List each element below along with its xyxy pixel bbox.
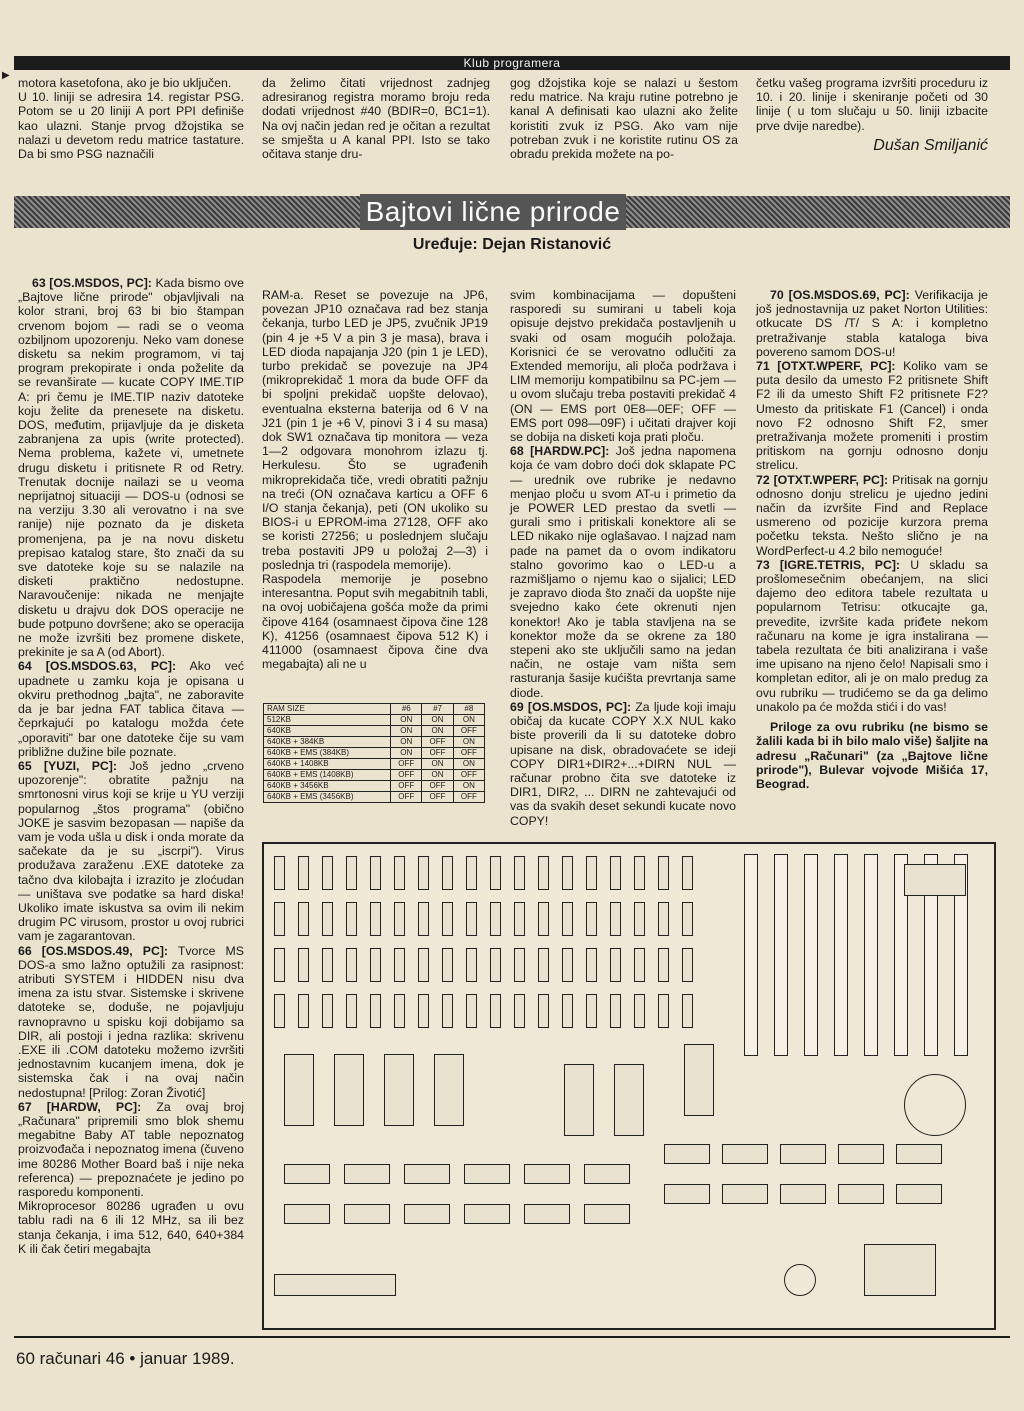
footer-rule	[14, 1336, 1010, 1338]
expansion-slot	[744, 854, 758, 1056]
logic-chip	[838, 1144, 884, 1164]
ram-table-cell: 640KB	[264, 726, 391, 737]
article-item-text: Tvorce MS DOS-a smo lažno optužili za rasipnost: atributi SYSTEM i HIDDEN nisu dva imena za istu stvar. Sistemske i skrivene datoteke se, doduše, ne pojavljuju ravnopravno u spisku koji dobijamo sa DIR, ali postoji i jedna razlika: skrivenu .EXE ili .COM datoteku možemo izvršiti jednostavnim kucanjem imena, dok je sistemska čak i na ovaj način nedostupna! [Prilog: Zoran Životić]	[18, 943, 244, 1100]
ram-table-cell: OFF	[391, 770, 422, 781]
ram-table-cell: ON	[453, 737, 484, 748]
article-item	[756, 558, 988, 714]
article-item	[262, 572, 488, 671]
memory-chip	[682, 948, 693, 982]
memory-chip	[418, 856, 429, 890]
memory-chip	[658, 994, 669, 1028]
memory-chip	[610, 994, 621, 1028]
memory-chip	[442, 948, 453, 982]
memory-chip	[346, 994, 357, 1028]
large-ic-chip	[434, 1054, 464, 1126]
top-column-4	[756, 76, 988, 153]
logic-chip	[584, 1164, 630, 1184]
memory-chip	[658, 948, 669, 982]
processor-socket	[864, 1244, 936, 1296]
ram-table-cell: OFF	[453, 770, 484, 781]
ram-table-cell: OFF	[391, 759, 422, 770]
article-item-heading: 73 [IGRE.TETRIS, PC]:	[756, 557, 901, 572]
memory-chip	[586, 856, 597, 890]
memory-chip	[370, 994, 381, 1028]
article-item-text: Verifikacija je još jednostavnija uz paket Norton Utilities: otkucate DS /T/ S A: i kompletno pretraživanje stabla kataloga biva povereno samom DOS-u!	[756, 288, 989, 359]
ram-table-header-cell: #7	[422, 704, 453, 715]
memory-chip	[658, 902, 669, 936]
memory-chip	[418, 902, 429, 936]
article-item	[756, 288, 988, 359]
ram-table-cell: OFF	[453, 748, 484, 759]
ram-table-cell: ON	[422, 726, 453, 737]
ram-table-row	[264, 792, 485, 803]
memory-chip	[634, 994, 645, 1028]
ram-table-cell: 640KB + 384KB	[264, 737, 391, 748]
memory-chip	[394, 948, 405, 982]
article-item-text: Raspodela memorije je posebno interesantna. Poput svih megabitnih tabli, na ovoj uobičajena gošća može da primi čipove 4164 (osamnaest čipova čine 128 K), 41256 (osamnaest čipova 512 K) i 411000 (osamnaest čipova čine dva megabajta) ali ne u	[262, 572, 488, 672]
logic-chip	[344, 1204, 390, 1224]
logic-chip	[722, 1184, 768, 1204]
logic-chip	[284, 1164, 330, 1184]
memory-chip	[682, 856, 693, 890]
logic-chip	[404, 1204, 450, 1224]
memory-chip	[370, 948, 381, 982]
ram-table-cell: 640KB + 1408KB	[264, 759, 391, 770]
ram-table-cell: 640KB + 3456KB	[264, 781, 391, 792]
top-column-3: gog džojstika koje se nalazi u šestom redu matrice. Na kraju rutine potrebno je kanal A definisati kao ulazni ako želite koristiti zvuk iz PSG. Ako vam nije potreban zvuk i ne koristite rutinu OS za obradu prekida možete na po-	[510, 76, 738, 162]
article-item-heading: 66 [OS.MSDOS.49, PC]:	[18, 943, 169, 958]
article-item	[510, 444, 736, 700]
ram-table-cell: ON	[453, 759, 484, 770]
logic-chip	[664, 1144, 710, 1164]
banner-title: Klub programera	[463, 56, 561, 70]
memory-chip	[562, 856, 573, 890]
memory-chip	[514, 994, 525, 1028]
ram-table-cell: OFF	[391, 792, 422, 803]
ram-table-cell: 512KB	[264, 715, 391, 726]
memory-chip	[634, 948, 645, 982]
logic-chip	[780, 1184, 826, 1204]
memory-chip	[514, 856, 525, 890]
article-item-heading: 67 [HARDW, PC]:	[18, 1099, 142, 1114]
memory-chip	[346, 856, 357, 890]
ram-table-cell: 640KB + EMS (384KB)	[264, 748, 391, 759]
article-item	[18, 759, 244, 944]
ram-table-cell: ON	[391, 715, 422, 726]
memory-chip	[562, 948, 573, 982]
article-item-text: Ako već upadnete u zamku koja je opisana u okviru prethodnog „bajta", ne zaboravite da je bar jedna FAT tablica čitava — čeprkajući po katalogu možda ćete „oporaviti" bar one datoteke čije su vam približne dužine bile poznate.	[18, 659, 244, 759]
article-column-1	[18, 276, 244, 1256]
memory-chip	[634, 902, 645, 936]
memory-chip	[466, 856, 477, 890]
memory-chip	[466, 902, 477, 936]
article-item	[756, 359, 988, 473]
logic-chip	[896, 1144, 942, 1164]
large-ic-chip	[684, 1044, 714, 1116]
memory-chip	[418, 994, 429, 1028]
memory-chip	[538, 994, 549, 1028]
logic-chip	[344, 1164, 390, 1184]
article-item-heading: 70 [OS.MSDOS.69, PC]:	[770, 288, 910, 302]
article-item-text: Još jedno „crveno upozorenje": obratite pažnju na smrtonosni virus koji se krije u YU verziji popularnog „štos programa" (obično JOKE je sasvim bezopasan — napiše da vam je voda ušla u disk i onda morate da sačekate da je su „iscrpi"). Virus produžava zaraženu .EXE datoteke za tačno dva kilobajta i izrazito je zloćudan — uništava sve podatke sa hard diska! Ukoliko imate iskustva sa ovim ili nekim drugim PC virusom, prostor u ovoj rubrici vam je zagarantovan.	[18, 758, 244, 944]
memory-chip	[298, 856, 309, 890]
article-item	[510, 700, 736, 828]
ram-table-cell: OFF	[453, 726, 484, 737]
ram-table-row	[264, 726, 485, 737]
ram-table-header-cell: #8	[453, 704, 484, 715]
ram-table-cell: ON	[453, 715, 484, 726]
memory-chip	[322, 902, 333, 936]
memory-chip	[562, 994, 573, 1028]
memory-chip	[394, 856, 405, 890]
memory-chip	[610, 902, 621, 936]
memory-chip	[442, 994, 453, 1028]
ram-table-header-cell: RAM SIZE	[264, 704, 391, 715]
memory-chip	[274, 994, 285, 1028]
large-ic-chip	[564, 1064, 594, 1136]
memory-chip	[490, 902, 501, 936]
memory-chip	[514, 948, 525, 982]
memory-chip	[346, 948, 357, 982]
article-column-3	[510, 288, 736, 828]
capacitor-circle	[784, 1264, 816, 1296]
motherboard-diagram	[262, 842, 996, 1330]
ram-table-row	[264, 781, 485, 792]
memory-chip	[586, 902, 597, 936]
memory-chip	[514, 902, 525, 936]
article-item-text: RAM-a. Reset se povezuje na JP6, povezan JP10 označava rad bez stanja čekanja, turbo LED je JP5, zvučnik JP19 (pin 4 je +5 V a pin 3 je masa), brava i LED dioda napajanja J20 (pin 1 je LED), turbo prekidač se povezuje na JP4 (mikroprekidač 1 mora da bude OFF da bi spoljni prekidač uopšte delovao), eventualna eksterna baterija od 6 V na J21 (pin 1 je +6 V, pinovi 3 i 4 su masa) dok SW1 označava tip monitora — veza 1—2 odgovara monohrom izlazu tj. Herkulesu. Što se ugrađenih mikroprekidača tiče, vredi obratiti pažnju na treći (ON označava karticu a OFF 6 I/O stanja čekanja), peti (ON ukoliko su BIOS-i u EPROM-ima 27128, OFF ako se koristi 27256; u poslednjem slučaju treba postaviti JP9 u položaj 2—3) i poslednja tri (raspodela memorije).	[262, 288, 488, 572]
logic-chip	[464, 1164, 510, 1184]
article-item-heading: 68 [HARDW.PC]:	[510, 444, 610, 459]
closing-note: Priloge za ovu rubriku (ne bismo se žalili kada bi ih bilo malo više) šaljite na adresu „Računari" (za „Bajtove lične prirode"), Bulevar vojvode Mišića 17, Beograd.	[756, 720, 988, 791]
large-ic-chip	[614, 1064, 644, 1136]
power-connector	[274, 1274, 396, 1296]
article-item	[18, 1100, 244, 1256]
memory-chip	[634, 856, 645, 890]
article-item-heading: 69 [OS.MSDOS, PC]:	[510, 699, 632, 714]
memory-chip	[682, 994, 693, 1028]
article-item-text: Koliko vam se puta desilo da umesto F2 pritisnete Shift F2 ili da umesto Shift F2 pritisnete F2? Umesto da pritiskate F1 (Cancel) i onda novo F2 odnosno Shift F2, smer pretraživanja možete promeniti i prostim pritiskom na gornju odnosno donju strelicu.	[756, 359, 988, 473]
memory-chip	[346, 902, 357, 936]
large-ic-chip	[334, 1054, 364, 1126]
memory-chip	[418, 948, 429, 982]
author-signature: Dušan Smiljanić	[873, 136, 988, 154]
memory-chip	[466, 994, 477, 1028]
article-item-text: Još jedna napomena koja će vam dobro doći dok sklapate PC — urednik ove rubrike je nedavno menjao ploču u svom AT-u i primetio da je POWER LED prestao da svetli — gurali smo i pritiskali konektore ali se LED nikako nije oglašavao. I najzad nam pade na pamet da o ovom indikatoru stalno govorimo kao o LED-u a razmišljamo o njemu kao o sijalici; LED je zapravo dioda što znači da uopšte nije svejedno kako ćete okrenuti njen konektor! Ako je tabla stavljena na se konektor može da se okrene za 180 stepeni ako ste uključili samo na jedan način, ne ostaje vam ništa sem rasturanja šasije kućišta prevrtanja same diode.	[510, 444, 737, 700]
keyboard-connector	[904, 864, 966, 896]
logic-chip	[284, 1204, 330, 1224]
memory-chip	[370, 902, 381, 936]
ram-table-cell: OFF	[422, 748, 453, 759]
ram-table-row	[264, 737, 485, 748]
logic-chip	[664, 1184, 710, 1204]
ram-table-cell: ON	[422, 759, 453, 770]
memory-chip	[394, 902, 405, 936]
memory-chip	[562, 902, 573, 936]
memory-chip	[274, 948, 285, 982]
memory-chip	[586, 994, 597, 1028]
memory-chip	[298, 902, 309, 936]
memory-chip	[442, 902, 453, 936]
article-item	[18, 276, 244, 659]
memory-chip	[538, 856, 549, 890]
ram-size-table	[263, 703, 485, 803]
memory-chip	[658, 856, 669, 890]
large-ic-chip	[384, 1054, 414, 1126]
expansion-slot	[774, 854, 788, 1056]
memory-chip	[538, 902, 549, 936]
ram-table-cell: ON	[422, 715, 453, 726]
logic-chip	[524, 1204, 570, 1224]
logic-chip	[722, 1144, 768, 1164]
large-ic-chip	[284, 1054, 314, 1126]
article-item-heading: 64 [OS.MSDOS.63, PC]:	[18, 659, 177, 674]
section-banner	[14, 56, 1010, 70]
ram-table-cell: OFF	[391, 781, 422, 792]
expansion-slot	[864, 854, 878, 1056]
top-column-1: motora kasetofona, ako je bio uključen. U 10. liniji se adresira 14. registar PSG. Potom se u 20 liniji A port PPI definiše kao ulazni. Stanje prvog džojstika se nalazi u devetom redu matrice tastature. Da bi smo PSG naznačili	[18, 76, 244, 162]
article-item-heading: 65 [YUZI, PC]:	[18, 758, 117, 773]
article-item-heading: 63 [OS.MSDOS, PC]:	[32, 276, 152, 290]
article-item-text: Pritisak na gornju odnosno donju strelicu je ujedno jedini način da izvršite Find and Replace usmereno od pozicije kurzora prema početku teksta. Nešto slično je na WordPerfect-u 4.2 bilo nemoguće!	[756, 472, 988, 558]
memory-chip	[466, 948, 477, 982]
logic-chip	[584, 1204, 630, 1224]
memory-chip	[682, 902, 693, 936]
ram-table-cell: 640KB + EMS (3456KB)	[264, 792, 391, 803]
logic-chip	[896, 1184, 942, 1204]
article-item	[756, 473, 988, 558]
logic-chip	[524, 1164, 570, 1184]
ram-table-row	[264, 748, 485, 759]
memory-chip	[610, 948, 621, 982]
article-item-text: Za ovaj broj „Računara" pripremili smo blok shemu megabitne Baby AT table nepoznatog proizvođača i nepoznatog imena (čuveno ime 80286 Mother Board baš i nije neka referenca) — prepoznaćete je jedino po rasporedu komponenti. Mikroprocesor 80286 ugrađen u ovu tablu radi na 6 ili 12 MHz, sa ili bez stanja čekanja, i ima 512, 640, 640+384 K ili čak četiri megabajta	[18, 1099, 244, 1256]
logic-chip	[780, 1144, 826, 1164]
ram-table-cell: OFF	[422, 737, 453, 748]
logic-chip	[838, 1184, 884, 1204]
memory-chip	[442, 856, 453, 890]
ram-table-cell: ON	[391, 748, 422, 759]
article-item	[18, 659, 244, 758]
ram-table-cell: OFF	[422, 792, 453, 803]
memory-chip	[490, 856, 501, 890]
ram-table-cell: 640KB + EMS (1408KB)	[264, 770, 391, 781]
article-item	[510, 288, 736, 444]
memory-chip	[322, 948, 333, 982]
section-editor: Uređuje: Dejan Ristanović	[412, 236, 612, 253]
expansion-slot	[834, 854, 848, 1056]
ram-table-cell: ON	[422, 770, 453, 781]
article-item	[262, 288, 488, 572]
article-column-2	[262, 288, 488, 671]
page-footer: 60 računari 46 • januar 1989.	[16, 1349, 235, 1368]
memory-chip	[490, 948, 501, 982]
ram-table-cell: ON	[453, 781, 484, 792]
memory-chip	[298, 948, 309, 982]
expansion-slot	[804, 854, 818, 1056]
memory-chip	[298, 994, 309, 1028]
ram-table-row	[264, 759, 485, 770]
logic-chip	[464, 1204, 510, 1224]
article-item-heading: 71 [OTXT.WPERF, PC]:	[756, 359, 896, 374]
article-item-text: Kada bismo ove „Bajtove lične prirode" objavljivali na kolor strani, broj 63 bi bio štampan crvenom bojom — radi se o veoma ozbiljnom upozorenju. Neko vam donese disketu sa nekim programom, vi taj program prekopirate i onda poželite da se revanširate — kucate COPY IME.TIP A: pri čemu je IME.TIP naziv datoteke koju želite da prenesete na disketu. DOS, međutim, prijavljuje da je disketa zabranjena za upis (write protected). Nema problema, kažete vi, umetnete drugu disketu i pritisnete R od Retry. Trenutak docnije nailazi se u veoma neprijatnoj situaciji — DOS-u (odnosi se na verziju 3.30 ali verovatno i na sve ranije) nije poznato da je disketa promenjena, pa je na novu disketu prepisao katalog stare, što znači da su sve datoteke koje su se nalazile na disketi praktično nedostupne. Naravoučenije: nikada ne menjajte disketu u drajvu dok DOS operacije ne bude potpuno dovršene; ako se operacija ne može izvršiti bez promene diskete, prekinite je sa A (od Abort).	[18, 276, 244, 660]
section-title: Bajtovi lične prirode	[360, 194, 626, 230]
logic-chip	[404, 1164, 450, 1184]
battery-circle	[904, 1074, 966, 1136]
ram-table-row	[264, 770, 485, 781]
ram-table-cell: ON	[391, 726, 422, 737]
arrow-marker-icon: ▶	[2, 70, 10, 81]
article-item-heading: 72 [OTXT.WPERF, PC]:	[756, 472, 889, 487]
memory-chip	[370, 856, 381, 890]
memory-chip	[490, 994, 501, 1028]
ram-table-cell: OFF	[453, 792, 484, 803]
memory-chip	[274, 856, 285, 890]
memory-chip	[322, 994, 333, 1028]
memory-chip	[610, 856, 621, 890]
top-column-2: da želimo čitati vrijednost zadnjeg adresiranog registra moramo broju reda dodati vrijednost #40 (BDIR=0, BC1=1). Na ovj način jedan red je očitan a rezultat se smješta u A kanal PPI. Isto se tako očitava stanje dru-	[262, 76, 490, 162]
ram-table-cell: ON	[391, 737, 422, 748]
ram-table-cell: OFF	[422, 781, 453, 792]
article-item-text: svim kombinacijama — dopušteni rasporedi su sumirani u tabeli koja opisuje dejstvo prekidača postavljenih u svaki od osam mogućih položaja. Korisnici će se verovatno odlučiti za Extended memoriju, ali ploča podržava i LIM memoriju kompatibilnu sa PC-jem — u ovom slučaju treba postaviti prekidač 4 (ON — EMS port 0E8—0EF; OFF — EMS port 098—09F) i učitati drajver koji se dobija na disketi koja prati ploču.	[510, 288, 736, 445]
ram-table-row	[264, 715, 485, 726]
article-item-text: U skladu sa prošlomesečnim obećanjem, na slici dajemo deo editora tabele rezultata u popularnom Tetrisu: otkucajte ga, prevedite, izvršite kada priđete nekom računaru na kome je igra instalirana — tabela rezultata će biti analizirana i vaše ime upisano na njeno čelo! Napisali smo i kompletan editor, ali je on malo predug za ovu rubriku — trudićemo se da ga delimo unakolo pa će možda stići i do vas!	[756, 557, 988, 714]
top-column-4-text: četku vašeg programa izvršiti proceduru iz 10. i 20. linije i skeniranje početi od 30 linije ( u tom slučaju u 50. liniji izbacite prve dvije naredbe).	[756, 76, 988, 133]
ram-table-header-cell: #6	[391, 704, 422, 715]
memory-chip	[538, 948, 549, 982]
ram-table-header	[264, 704, 485, 715]
article-item	[18, 944, 244, 1100]
memory-chip	[322, 856, 333, 890]
memory-chip	[586, 948, 597, 982]
memory-chip	[274, 902, 285, 936]
memory-chip	[394, 994, 405, 1028]
article-item-text: Za ljude koji imaju običaj da kucate COPY X.X NUL kako biste proverili da li su datoteke dobro upisane na disk, obradovaćete se ideji COPY DIR1+DIR2+...+DIRN NUL — računar probno čita sve datoteke iz DIR1, DIR2, ... DIRN ne zahtevajući od vas da svakih deset sekundi kucate novo COPY!	[510, 699, 736, 828]
article-column-4	[756, 288, 988, 791]
